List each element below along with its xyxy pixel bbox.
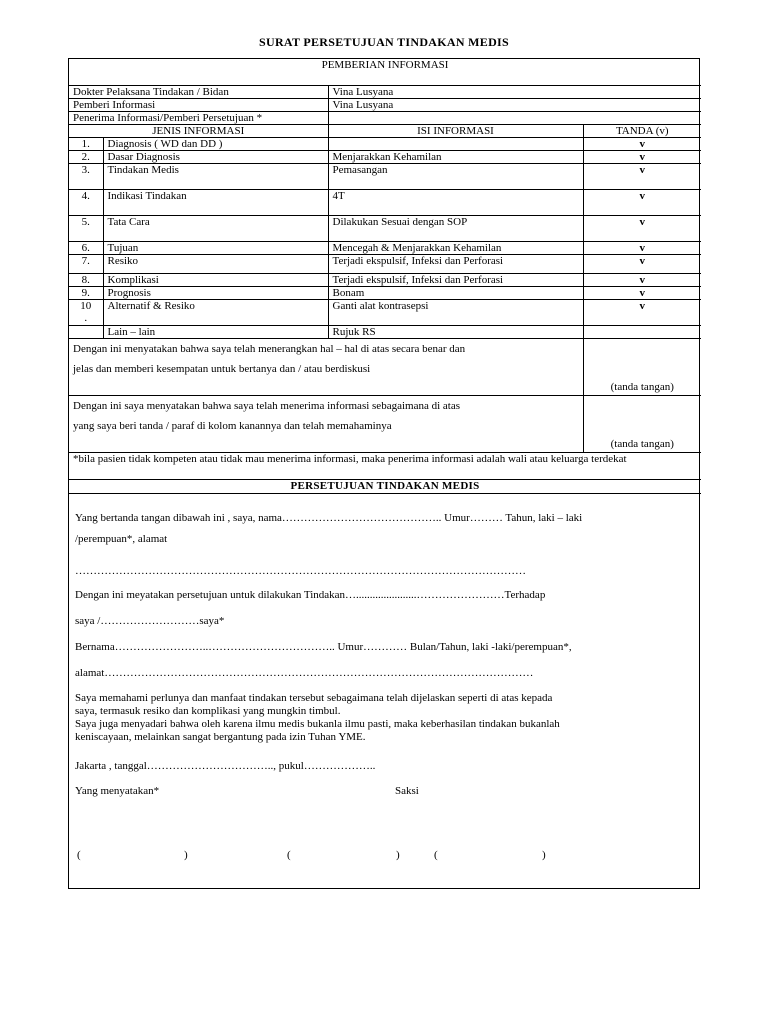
signature-paren-open: ( bbox=[287, 849, 291, 861]
row-isi: Rujuk RS bbox=[328, 326, 583, 339]
row-jenis: Tindakan Medis bbox=[103, 164, 328, 190]
information-table bbox=[69, 59, 701, 494]
section-title-information: PEMBERIAN INFORMASI bbox=[69, 59, 701, 86]
row-jenis: Tujuan bbox=[103, 242, 328, 255]
field-label: Dokter Pelaksana Tindakan / Bidan bbox=[69, 86, 328, 99]
row-isi: Bonam bbox=[328, 287, 583, 300]
row-jenis: Diagnosis ( WD dan DD ) bbox=[103, 138, 328, 151]
row-isi: Menjarakkan Kehamilan bbox=[328, 151, 583, 164]
row-number-dot: . bbox=[84, 312, 88, 324]
consent-line: Saya juga menyadari bahwa oleh karena ilmu medis bukanla ilmu pasti, maka keberhasilan tindakan bukanlah bbox=[75, 718, 560, 730]
row-jenis: Indikasi Tindakan bbox=[103, 190, 328, 216]
row-number: 7. bbox=[69, 255, 103, 274]
check-mark: v bbox=[583, 287, 701, 300]
consent-line: keniscayaan, melainkan sangat bergantung pada izin Tuhan YME. bbox=[75, 731, 366, 743]
row-jenis: Tata Cara bbox=[103, 216, 328, 242]
row-number: 1. bbox=[69, 138, 103, 151]
check-mark: v bbox=[583, 255, 701, 274]
declaration-row bbox=[69, 339, 701, 396]
declaration-line: Dengan ini menyatakan bahwa saya telah menerangkan hal – hal di atas secara benar dan bbox=[73, 343, 466, 355]
signer-label: Yang menyatakan* bbox=[75, 785, 160, 797]
section-title-consent: PERSETUJUAN TINDAKAN MEDIS bbox=[69, 480, 701, 494]
table-row bbox=[69, 326, 701, 339]
row-jenis: Komplikasi bbox=[103, 274, 328, 287]
table-row bbox=[69, 190, 701, 216]
note-row bbox=[69, 453, 701, 480]
table-row bbox=[69, 287, 701, 300]
document-title: SURAT PERSETUJUAN TINDAKAN MEDIS bbox=[259, 35, 509, 49]
row-isi: 4T bbox=[328, 190, 583, 216]
footnote: *bila pasien tidak kompeten atau tidak mau menerima informasi, maka penerima informasi adalah wali atau keluarga terdekat bbox=[69, 453, 701, 480]
check-mark: v bbox=[583, 190, 701, 216]
consent-line: Saya memahami perlunya dan manfaat tindakan tersebut sebagaimana telah dijelaskan seperti di atas kepada bbox=[75, 692, 553, 704]
row-isi: Mencegah & Menjarakkan Kehamilan bbox=[328, 242, 583, 255]
consent-line: Bernama……………………..…………………………….. Umur………… Bulan/Tahun, laki -laki/perempuan*, bbox=[75, 641, 572, 653]
date-line: Jakarta , tanggal…………………………….., pukul……………….. bbox=[75, 760, 376, 772]
row-number-main: 10 bbox=[80, 300, 92, 312]
row-number: 9. bbox=[69, 287, 103, 300]
consent-line: alamat……………………………………………………………………………………………………… bbox=[75, 667, 534, 679]
row-number: 3. bbox=[69, 164, 103, 190]
signature-paren-close: ) bbox=[184, 849, 188, 861]
declaration-line: jelas dan memberi kesempatan untuk bertanya dan / atau berdiskusi bbox=[73, 363, 371, 375]
consent-line: saya, termasuk resiko dan komplikasi yang mungkin timbul. bbox=[75, 705, 341, 717]
row-isi: Terjadi ekspulsif, Infeksi dan Perforasi bbox=[328, 274, 583, 287]
row-number: 2. bbox=[69, 151, 103, 164]
check-mark: v bbox=[583, 164, 701, 190]
table-row bbox=[69, 242, 701, 255]
check-mark: v bbox=[583, 300, 701, 326]
field-value: Vina Lusyana bbox=[328, 99, 701, 112]
table-row bbox=[69, 138, 701, 151]
row-jenis: Dasar Diagnosis bbox=[103, 151, 328, 164]
check-mark: v bbox=[583, 216, 701, 242]
row-jenis: Resiko bbox=[103, 255, 328, 274]
field-label: Pemberi Informasi bbox=[69, 99, 328, 112]
row-jenis: Lain – lain bbox=[103, 326, 328, 339]
signature-cell: (tanda tangan) bbox=[583, 396, 701, 453]
consent-line: /perempuan*, alamat bbox=[75, 533, 168, 545]
table-row bbox=[69, 151, 701, 164]
declaration-text bbox=[69, 396, 583, 453]
witness-label: Saksi bbox=[395, 785, 419, 797]
row-isi bbox=[328, 138, 583, 151]
signature-paren-open: ( bbox=[434, 849, 438, 861]
check-mark: v bbox=[583, 274, 701, 287]
column-header-jenis: JENIS INFORMASI bbox=[69, 125, 328, 138]
field-value: Vina Lusyana bbox=[328, 86, 701, 99]
signature-cell: (tanda tangan) bbox=[583, 339, 701, 396]
field-label: Penerima Informasi/Pemberi Persetujuan * bbox=[69, 112, 328, 125]
consent-line: …………………………………………………………………………………………………………… bbox=[75, 565, 526, 577]
consent-line: Dengan ini meyatakan persetujuan untuk dilakukan Tindakan…......................……………………Terhadap bbox=[75, 589, 546, 601]
check-mark: v bbox=[583, 242, 701, 255]
row-number bbox=[69, 300, 103, 326]
table-row bbox=[69, 274, 701, 287]
check-mark bbox=[583, 326, 701, 339]
column-header-isi: ISI INFORMASI bbox=[328, 125, 583, 138]
row-number: 8. bbox=[69, 274, 103, 287]
table-row bbox=[69, 255, 701, 274]
row-number bbox=[69, 326, 103, 339]
row-number: 6. bbox=[69, 242, 103, 255]
row-jenis: Prognosis bbox=[103, 287, 328, 300]
check-mark: v bbox=[583, 138, 701, 151]
row-isi: Terjadi ekspulsif, Infeksi dan Perforasi bbox=[328, 255, 583, 274]
row-isi: Pemasangan bbox=[328, 164, 583, 190]
declaration-row bbox=[69, 396, 701, 453]
form-frame bbox=[68, 58, 700, 889]
table-row bbox=[69, 164, 701, 190]
column-header-tanda: TANDA (v) bbox=[583, 125, 701, 138]
row-number: 4. bbox=[69, 190, 103, 216]
signature-paren-close: ) bbox=[542, 849, 546, 861]
row-isi: Ganti alat kontrasepsi bbox=[328, 300, 583, 326]
row-isi: Dilakukan Sesuai dengan SOP bbox=[328, 216, 583, 242]
check-mark: v bbox=[583, 151, 701, 164]
declaration-text bbox=[69, 339, 583, 396]
row-number: 5. bbox=[69, 216, 103, 242]
declaration-line: Dengan ini saya menyatakan bahwa saya telah menerima informasi sebagaimana di atas bbox=[73, 400, 460, 412]
row-jenis: Alternatif & Resiko bbox=[103, 300, 328, 326]
table-row bbox=[69, 216, 701, 242]
consent-line: saya /………………………saya* bbox=[75, 615, 225, 627]
signature-paren-close: ) bbox=[396, 849, 400, 861]
consent-line: Yang bertanda tangan dibawah ini , saya, nama…………………………………….. Umur……… Tahun, laki – laki bbox=[75, 512, 583, 524]
field-value bbox=[328, 112, 701, 125]
declaration-line: yang saya beri tanda / paraf di kolom kanannya dan telah memahaminya bbox=[73, 420, 392, 432]
signature-paren-open: ( bbox=[77, 849, 81, 861]
table-row bbox=[69, 300, 701, 326]
section-title-row bbox=[69, 480, 701, 494]
